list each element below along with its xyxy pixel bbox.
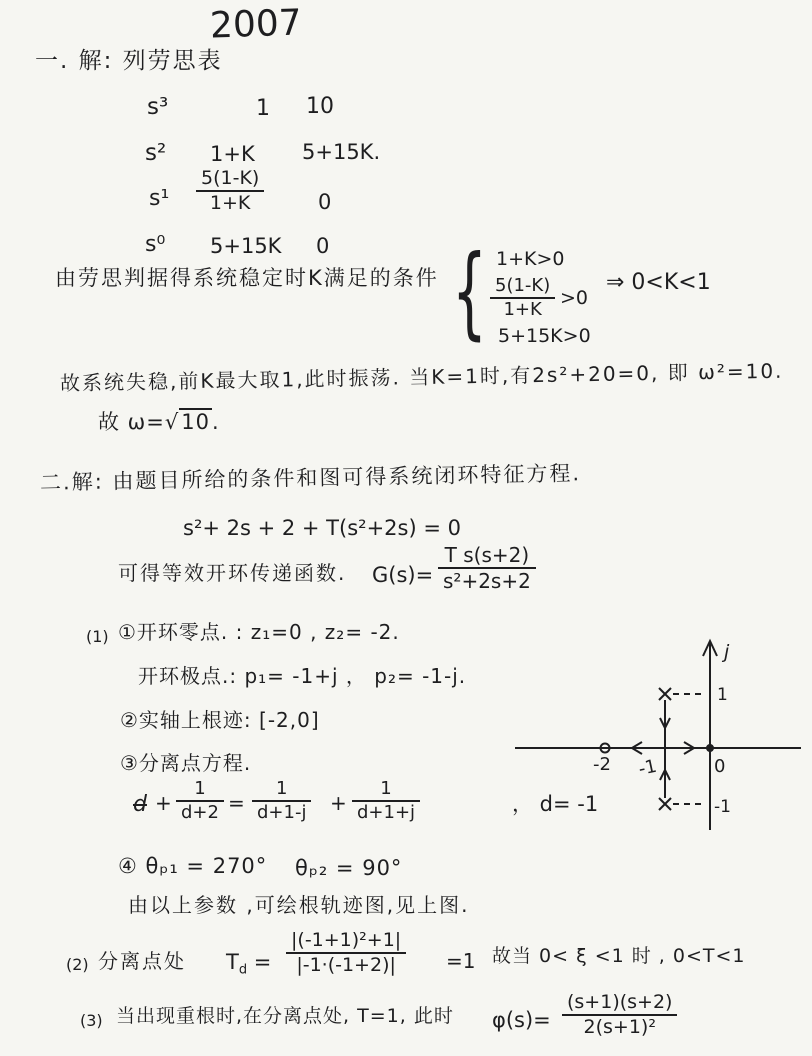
routh-row3-col2: 0 xyxy=(318,190,332,214)
breakaway-frac2-den: d+1-j xyxy=(257,801,307,823)
open-loop-zeros: ①开环零点. : z₁=0 , z₂= -2. xyxy=(118,620,400,644)
tick-minus1-label: -1 xyxy=(714,797,731,817)
td-fraction xyxy=(286,930,406,976)
tick-plus1-label: 1 xyxy=(717,685,728,705)
departure-angle-p2: θₚ₂ = 90° xyxy=(295,856,403,880)
gs-denominator: s²+2s+2 xyxy=(443,569,531,593)
breakaway-frac3-num: 1 xyxy=(352,779,420,802)
j-axis-label: j xyxy=(724,641,730,663)
routh-row1-col1: 1 xyxy=(256,96,270,121)
breakaway-minus1-label: -1 xyxy=(636,755,659,781)
breakaway-frac1-den: d+2 xyxy=(181,801,219,823)
sqrt-icon: √ xyxy=(164,410,180,434)
condition-2-inequality: >0 xyxy=(560,287,589,309)
sqrt-radicand: 10 xyxy=(181,410,210,434)
routh-row1-label: s³ xyxy=(147,94,169,120)
routh-row3-denominator: 1+K xyxy=(209,191,251,214)
implication-result: ⇒ 0<K<1 xyxy=(606,270,711,295)
origin-zero-label: 0 xyxy=(714,756,726,777)
routh-row4-col1: 5+15K xyxy=(210,234,282,258)
td-symbol: T xyxy=(226,950,239,974)
breakaway-plus1: + xyxy=(155,791,172,815)
stability-condition-text: 由劳思判据得系统稳定时K满足的条件 xyxy=(55,266,439,290)
phi-lhs: φ(s)= xyxy=(492,1008,551,1032)
td-lhs xyxy=(226,950,271,979)
breakaway-equals: = xyxy=(228,791,245,815)
item1-number: (1) xyxy=(86,627,109,646)
condition-2-denominator: 1+K xyxy=(503,298,542,320)
routh-row4-label: s⁰ xyxy=(145,232,166,257)
routh-row2-col2: 5+15K. xyxy=(302,140,381,164)
pole-marker-lower xyxy=(659,798,671,810)
section1-header: 一. 解: 列劳思表 xyxy=(35,48,223,74)
omega-result xyxy=(98,410,220,434)
pole-marker-upper xyxy=(659,688,671,700)
section2-header: 二.解: 由题目所给的条件和图可得系统闭环特征方程. xyxy=(39,461,582,495)
routh-row3-label: s¹ xyxy=(149,186,170,211)
phi-denominator: 2(s+1)² xyxy=(583,1015,656,1038)
breakaway-frac3 xyxy=(352,779,420,823)
origin-marker xyxy=(707,745,714,752)
gs-numerator: T s(s+2) xyxy=(438,544,536,569)
left-brace: { xyxy=(452,233,487,350)
routh-row2-label: s² xyxy=(145,140,167,166)
routh-row3-numerator: 5(1-K) xyxy=(196,168,264,192)
breakaway-frac1-num: 1 xyxy=(176,779,224,802)
damping-range-note: 故当 0< ξ <1 时 , 0<T<1 xyxy=(492,945,746,967)
breakaway-equation-title: ③分离点方程. xyxy=(120,751,252,775)
condition-2-fraction xyxy=(490,276,555,320)
routh-row1-col2: 10 xyxy=(306,94,334,119)
condition-3: 5+15K>0 xyxy=(498,325,591,347)
phi-fraction xyxy=(562,992,677,1038)
phi-numerator: (s+1)(s+2) xyxy=(562,992,677,1016)
zero-minus2-label: -2 xyxy=(593,754,611,775)
draw-locus-note: 由以上参数 ,可绘根轨迹图,见上图. xyxy=(128,893,470,917)
year-title: 2007 xyxy=(209,2,303,47)
repeated-root-text: 当出现重根时,在分离点处, T=1, 此时 xyxy=(116,1005,454,1027)
condition-2-numerator: 5(1-K) xyxy=(490,276,555,299)
instability-note: 故系统失稳,前K最大取1,此时振荡. 当K=1时,有2s²+20=0, 即 ω²=10. xyxy=(59,358,784,396)
gs-fraction xyxy=(438,544,536,592)
td-subscript: d xyxy=(238,962,248,978)
root-locus-plot xyxy=(505,612,805,834)
td-numerator: |(-1+1)²+1| xyxy=(286,930,406,954)
breakaway-point-label: 分离点处 xyxy=(98,949,186,973)
breakaway-frac2-num: 1 xyxy=(252,779,311,802)
breakaway-result: ， d= -1 xyxy=(512,792,599,816)
breakaway-frac2 xyxy=(252,779,311,823)
breakaway-plus2: + xyxy=(330,791,347,815)
breakaway-frac1 xyxy=(176,779,224,823)
routh-row3-fraction xyxy=(196,168,264,214)
routh-row4-col2: 0 xyxy=(316,234,330,258)
departure-angle-p1: ④ θₚ₁ = 270° xyxy=(118,854,268,878)
omega-prefix: 故 ω= xyxy=(98,410,165,434)
characteristic-equation: s²+ 2s + 2 + T(s²+2s) = 0 xyxy=(183,516,461,540)
omega-period: . xyxy=(211,410,220,434)
open-loop-poles: 开环极点.: p₁= -1+j ， p₂= -1-j. xyxy=(138,664,467,688)
equivalent-tf-text: 可得等效开环传递函数. xyxy=(118,561,347,585)
breakaway-frac3-den: d+1+j xyxy=(357,801,416,823)
gs-lhs: G(s)= xyxy=(372,563,434,587)
breakaway-term-d: d xyxy=(133,792,147,817)
real-axis-locus: ②实轴上根迹: [-2,0] xyxy=(120,708,320,732)
td-denominator: |-1·(-1+2)| xyxy=(296,953,396,976)
td-result: =1 xyxy=(446,949,476,973)
condition-1: 1+K>0 xyxy=(496,248,565,270)
item3-number: (3) xyxy=(80,1011,103,1030)
td-equals: = xyxy=(253,950,272,974)
routh-row2-col1: 1+K xyxy=(210,142,255,166)
item2-number: (2) xyxy=(66,955,89,974)
